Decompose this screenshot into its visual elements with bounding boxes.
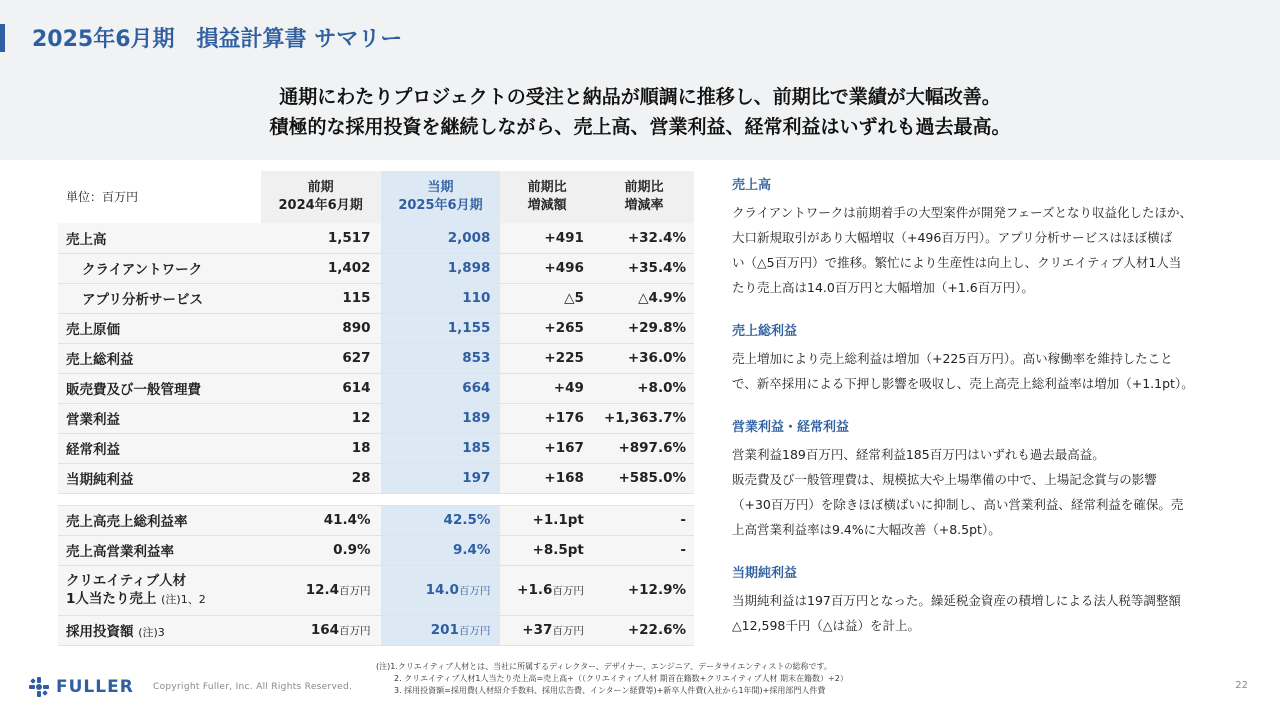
- section-title: 売上総利益: [732, 324, 798, 339]
- footnotes: [376, 661, 848, 697]
- section-body: クライアントワークは前期着手の大型案件が開発フェーズとなり収益化したほか、 大口新規取引があり大幅増収（+496百万円）。アプリ分析サービスはほぼ横ば い（△5百万円）で推移。繁忙により生産性は向上し、クリエイティブ人材1人当 たり売上高は14.0百万円と大幅増加（+1.6百万円）。: [732, 205, 1193, 295]
- diff-value: +8.5pt: [500, 535, 594, 565]
- title-accent-bar: [0, 24, 5, 52]
- diff-value: +491: [500, 223, 594, 253]
- prev-value: 1,402: [261, 253, 381, 283]
- diff-value: △5: [500, 283, 594, 313]
- current-value: 1,898: [381, 253, 501, 283]
- row-label: 売上原価: [58, 313, 261, 343]
- table-row: [58, 373, 694, 403]
- table-header-row: [58, 171, 694, 223]
- current-value: 185: [381, 433, 501, 463]
- logo-text: FULLER: [56, 677, 134, 697]
- row-label: 当期純利益: [58, 463, 261, 493]
- diff-value: +1.1pt: [500, 505, 594, 535]
- current-value: 189: [381, 403, 501, 433]
- section-title: 売上高: [732, 178, 772, 193]
- current-value: 201百万円: [381, 615, 501, 645]
- prev-value: 18: [261, 433, 381, 463]
- current-value: 1,155: [381, 313, 501, 343]
- current-value: 9.4%: [381, 535, 501, 565]
- section-body: 当期純利益は197百万円となった。繰延税金資産の積増しによる法人税等調整額 △12,598千円（△は益）を計上。: [732, 593, 1181, 633]
- table-row: [58, 313, 694, 343]
- row-label: 売上高: [58, 223, 261, 253]
- commentary-panel: [732, 174, 1252, 658]
- section-body: 営業利益189百万円、経常利益185百万円はいずれも過去最高益。 販売費及び一般管理費は、規模拡大や上場準備の中で、上場記念賞与の影響 （+30百万円）を除きほぼ横ばいに抑制し、高い営業利益、経常利益を確保。売 上高営業利益率は9.4%に大幅改善（+8.5pt）。: [732, 447, 1184, 537]
- table-row: [58, 433, 694, 463]
- rate-value: +22.6%: [594, 615, 694, 645]
- row-label: 採用投資額 (注)3: [58, 615, 261, 645]
- diff-value: +496: [500, 253, 594, 283]
- prev-value: 12.4百万円: [261, 565, 381, 615]
- lead-line-1: 通期にわたりプロジェクトの受注と納品が順調に推移し、前期比で業績が大幅改善。: [279, 86, 1001, 108]
- current-value: 42.5%: [381, 505, 501, 535]
- header-prev: 前期 2024年6月期: [261, 171, 381, 223]
- prev-value: 890: [261, 313, 381, 343]
- row-label: 売上総利益: [58, 343, 261, 373]
- prev-value: 1,517: [261, 223, 381, 253]
- prev-value: 28: [261, 463, 381, 493]
- current-value: 14.0百万円: [381, 565, 501, 615]
- row-label: 営業利益: [58, 403, 261, 433]
- row-label: クリエイティブ人材 1人当たり売上 (注)1、2: [58, 565, 261, 615]
- rate-value: +897.6%: [594, 433, 694, 463]
- section-title: 営業利益・経常利益: [732, 420, 850, 435]
- footnote-3: 3. 採用投資額=採用費(人材紹介手数料、採用広告費、インターン経費等)+新卒人件費(入社から1年間)+採用部門人件費: [394, 686, 826, 695]
- commentary-section-gross-profit: [732, 320, 1252, 396]
- rate-value: +36.0%: [594, 343, 694, 373]
- table-row: [58, 223, 694, 253]
- prev-value: 614: [261, 373, 381, 403]
- rate-value: +8.0%: [594, 373, 694, 403]
- table-row: [58, 463, 694, 493]
- current-value: 197: [381, 463, 501, 493]
- diff-value: +176: [500, 403, 594, 433]
- header-diff: 前期比 増減額: [500, 171, 594, 223]
- rate-value: -: [594, 535, 694, 565]
- rate-value: +585.0%: [594, 463, 694, 493]
- table-row: [58, 343, 694, 373]
- diff-value: +168: [500, 463, 594, 493]
- rate-value: +12.9%: [594, 565, 694, 615]
- diff-value: +225: [500, 343, 594, 373]
- prev-value: 41.4%: [261, 505, 381, 535]
- table-row: [58, 535, 694, 565]
- rate-value: -: [594, 505, 694, 535]
- copyright: Copyright Fuller, Inc. All Rights Reserved.: [153, 682, 353, 692]
- table-row: [58, 253, 694, 283]
- row-label: 売上高売上総利益率: [58, 505, 261, 535]
- commentary-section-sales: [732, 174, 1252, 300]
- header-rate: 前期比 増減率: [594, 171, 694, 223]
- rate-value: +29.8%: [594, 313, 694, 343]
- current-value: 110: [381, 283, 501, 313]
- lead-message: [0, 82, 1280, 142]
- table-row: [58, 403, 694, 433]
- diff-value: +49: [500, 373, 594, 403]
- table-spacer-row: [58, 493, 694, 505]
- table-row: [58, 283, 694, 313]
- row-label: アプリ分析サービス: [58, 283, 261, 313]
- unit-label: 単位：百万円: [58, 171, 261, 223]
- prev-value: 12: [261, 403, 381, 433]
- prev-value: 0.9%: [261, 535, 381, 565]
- prev-value: 115: [261, 283, 381, 313]
- diff-value: +167: [500, 433, 594, 463]
- footnote-2: 2. クリエイティブ人材1人当たり売上高=売上高÷（（クリエイティブ人材 期首在籍数+クリエイティブ人材 期末在籍数）÷2）: [394, 674, 848, 683]
- income-statement-table: [58, 171, 694, 646]
- page-number: 22: [1235, 680, 1248, 691]
- lead-line-2: 積極的な採用投資を継続しながら、売上高、営業利益、経常利益はいずれも過去最高。: [269, 116, 1011, 138]
- commentary-section-net-income: [732, 562, 1252, 638]
- rate-value: +35.4%: [594, 253, 694, 283]
- prev-value: 627: [261, 343, 381, 373]
- section-body: 売上増加により売上総利益は増加（+225百万円）。高い稼働率を維持したこと で、新卒採用による下押し影響を吸収し、売上高売上総利益率は増加（+1.1pt）。: [732, 351, 1194, 391]
- table-row-creative: [58, 565, 694, 615]
- rate-value: △4.9%: [594, 283, 694, 313]
- page-title: 2025年6月期 損益計算書 サマリー: [32, 27, 403, 52]
- diff-value: +1.6百万円: [500, 565, 594, 615]
- table-row-recruit: [58, 615, 694, 645]
- row-label: クライアントワーク: [58, 253, 261, 283]
- company-logo: [28, 676, 134, 698]
- rate-value: +1,363.7%: [594, 403, 694, 433]
- prev-value: 164百万円: [261, 615, 381, 645]
- fuller-logo-icon: [28, 676, 50, 698]
- section-title: 当期純利益: [732, 566, 798, 581]
- current-value: 664: [381, 373, 501, 403]
- row-label: 販売費及び一般管理費: [58, 373, 261, 403]
- header-current: 当期 2025年6月期: [381, 171, 501, 223]
- diff-value: +37百万円: [500, 615, 594, 645]
- current-value: 853: [381, 343, 501, 373]
- commentary-section-operating-profit: [732, 416, 1252, 542]
- footnote-1: (注)1.クリエイティブ人材とは、当社に所属するディレクター、デザイナー、エンジニア、データサイエンティストの総称です。: [376, 662, 832, 671]
- row-label: 経常利益: [58, 433, 261, 463]
- diff-value: +265: [500, 313, 594, 343]
- current-value: 2,008: [381, 223, 501, 253]
- table-row: [58, 505, 694, 535]
- rate-value: +32.4%: [594, 223, 694, 253]
- row-label: 売上高営業利益率: [58, 535, 261, 565]
